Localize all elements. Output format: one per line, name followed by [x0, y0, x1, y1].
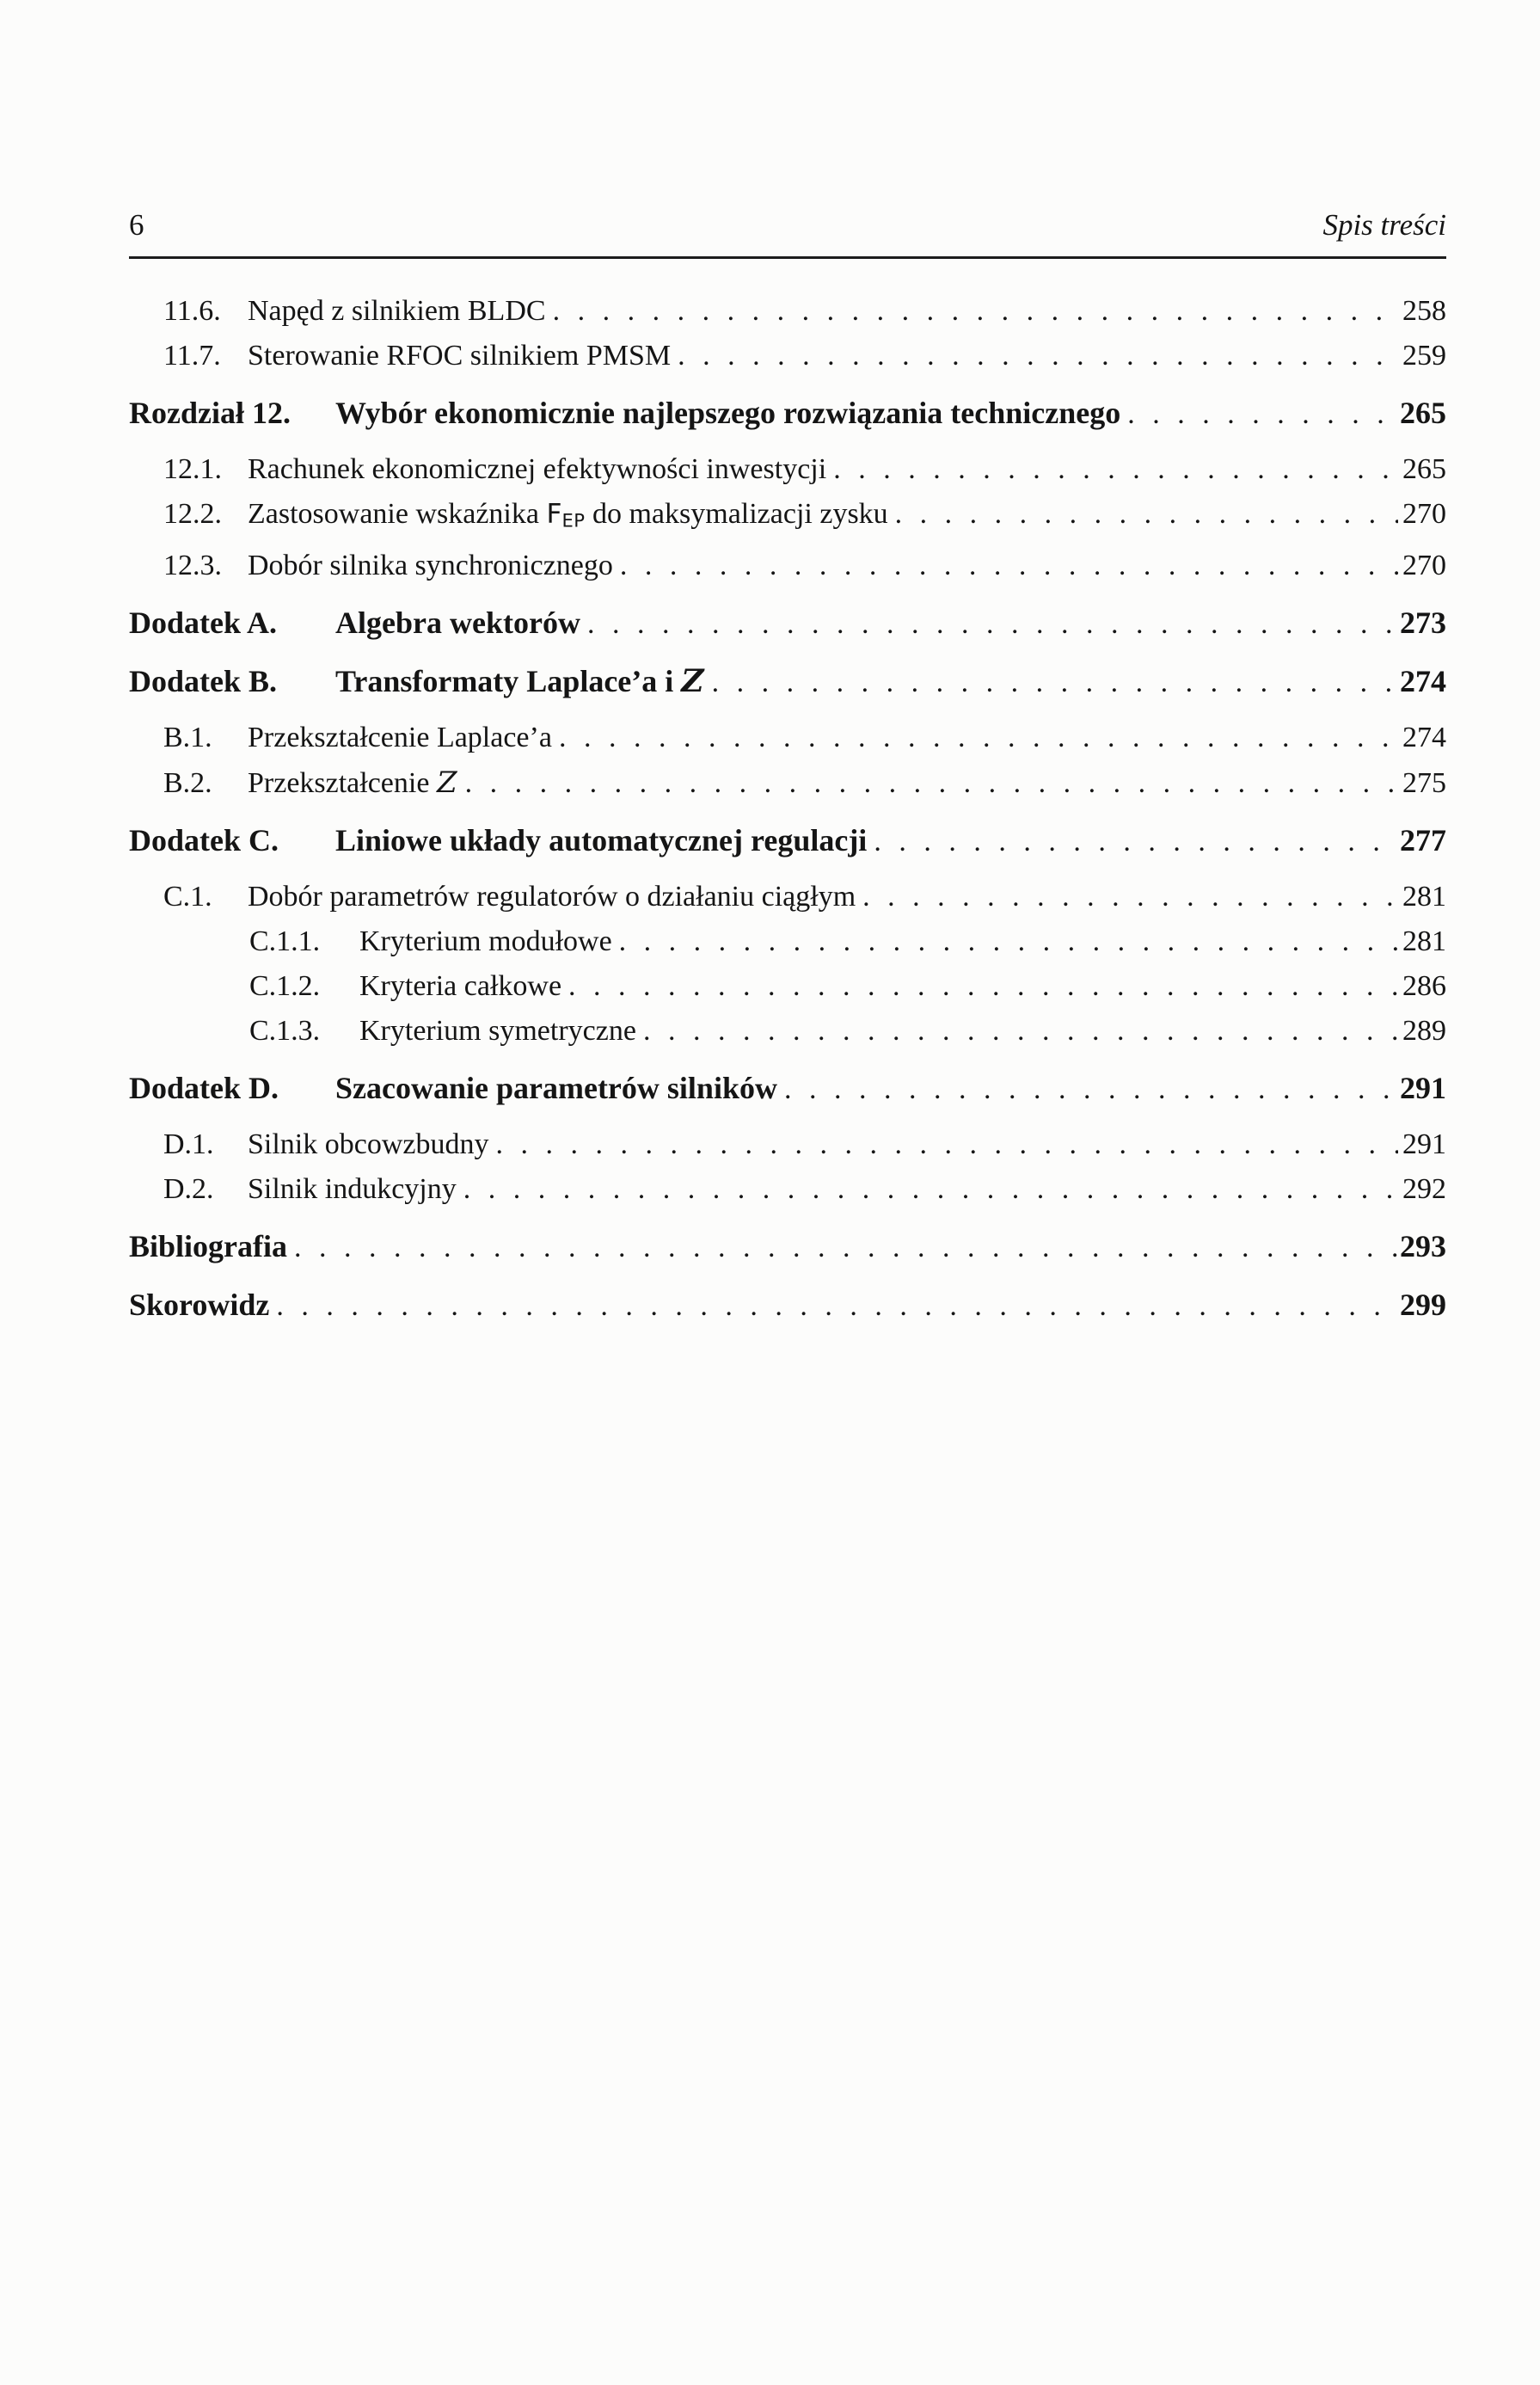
leader-dots	[276, 1284, 1398, 1329]
entry-label: B.1.	[163, 721, 212, 753]
entry-title: Kryterium modułowe	[359, 925, 612, 957]
toc-entry	[129, 875, 1446, 919]
header-rule	[129, 256, 1446, 259]
entry-title: Liniowe układy automatycznej regulacji	[335, 822, 868, 857]
entry-label: Dodatek A.	[129, 605, 278, 640]
toc-entry	[129, 492, 1446, 544]
running-title: Spis treści	[1322, 208, 1446, 242]
leader-dots	[294, 1226, 1398, 1270]
entry-page: 281	[1402, 925, 1446, 957]
entry-label: D.1.	[163, 1128, 214, 1160]
leader-dots	[643, 1009, 1398, 1054]
entry-label: 12.1.	[163, 453, 222, 485]
leader-dots	[874, 820, 1398, 864]
entry-title: Rachunek ekonomicznej efektywności inwestycji	[248, 453, 827, 485]
leader-dots	[784, 1067, 1398, 1112]
entry-label: 11.6.	[163, 295, 221, 327]
entry-label: C.1.	[163, 880, 212, 913]
toc-entry	[129, 390, 1446, 437]
entry-title: Kryterium symetryczne	[359, 1014, 636, 1047]
entry-page: 291	[1402, 1128, 1446, 1160]
entry-label: Dodatek C.	[129, 822, 279, 857]
leader-dots	[1127, 392, 1398, 437]
entry-title: Sterowanie RFOC silnikiem PMSM	[248, 340, 672, 372]
toc-entry	[129, 334, 1446, 378]
entry-title: Przekształcenie Laplace’a	[248, 721, 552, 753]
entry-title: Wybór ekonomicznie najlepszego rozwiązania technicznego	[335, 396, 1121, 430]
toc-entry	[129, 1282, 1446, 1329]
entry-label: Dodatek B.	[129, 663, 278, 698]
entry-title: Szacowanie parametrów silników	[335, 1070, 777, 1105]
entry-page: 291	[1400, 1070, 1446, 1105]
entry-label: C.1.1.	[249, 925, 321, 957]
entry-title: Silnik obcowzbudny	[248, 1128, 489, 1160]
entry-page: 293	[1400, 1228, 1446, 1263]
entry-title: Skorowidz	[129, 1287, 270, 1322]
script-z-symbol: Z	[436, 765, 458, 800]
leader-dots	[495, 1122, 1398, 1167]
entry-title: Kryteria całkowe	[359, 969, 562, 1002]
entry-page: 289	[1402, 1014, 1446, 1047]
leader-dots	[559, 716, 1398, 760]
entry-page: 274	[1402, 721, 1446, 753]
toc-entry	[129, 1167, 1446, 1212]
script-z-symbol: Z	[681, 662, 705, 699]
toc-entry	[129, 1122, 1446, 1167]
leader-dots	[712, 661, 1398, 705]
toc-entry	[129, 600, 1446, 647]
toc-entry	[129, 659, 1446, 705]
toc-entry	[129, 447, 1446, 492]
entry-title: Zastosowanie wskaźnika FEP do maksymalizacji zysku	[248, 498, 888, 532]
entry-label: 12.2.	[163, 498, 222, 530]
entry-title: Algebra wektorów	[335, 605, 580, 640]
toc-entry	[129, 716, 1446, 760]
leader-dots	[553, 289, 1398, 334]
entry-page: 299	[1400, 1287, 1446, 1322]
entry-label: C.1.2.	[249, 969, 321, 1002]
leader-dots	[619, 919, 1398, 964]
entry-page: 286	[1402, 969, 1446, 1002]
leader-dots	[587, 602, 1398, 647]
toc-entry	[129, 1009, 1446, 1054]
entry-label: D.2.	[163, 1172, 214, 1205]
toc-list	[129, 289, 1446, 1329]
leader-dots	[678, 334, 1398, 378]
entry-title: Napęd z silnikiem BLDC	[248, 295, 546, 327]
toc-entry	[129, 289, 1446, 334]
toc-entry	[129, 919, 1446, 964]
leader-dots	[620, 544, 1398, 588]
entry-page: 277	[1400, 822, 1446, 857]
entry-page: 258	[1402, 295, 1446, 327]
leader-dots	[568, 964, 1398, 1009]
leader-dots	[463, 1167, 1398, 1212]
entry-title: Dobór silnika synchronicznego	[248, 549, 613, 581]
toc-entry	[129, 760, 1446, 806]
leader-dots	[862, 875, 1398, 919]
entry-page: 281	[1402, 880, 1446, 913]
toc-entry	[129, 1066, 1446, 1112]
entry-title: Dobór parametrów regulatorów o działaniu ciągłym	[248, 880, 856, 913]
entry-label: C.1.3.	[249, 1014, 321, 1047]
toc-entry	[129, 964, 1446, 1009]
entry-page: 265	[1400, 396, 1446, 430]
entry-page: 273	[1400, 605, 1446, 640]
entry-page: 274	[1400, 663, 1446, 698]
entry-title: Silnik indukcyjny	[248, 1172, 457, 1205]
entry-label: Dodatek D.	[129, 1070, 279, 1105]
entry-page: 270	[1402, 498, 1446, 530]
entry-label: 12.3.	[163, 549, 222, 581]
leader-dots	[833, 447, 1398, 492]
page-number: 6	[129, 208, 144, 242]
entry-title: Bibliografia	[129, 1228, 288, 1263]
entry-page: 275	[1402, 766, 1446, 799]
entry-page: 292	[1402, 1172, 1446, 1205]
entry-page: 265	[1402, 453, 1446, 485]
entry-title: Przekształcenie Z	[248, 765, 458, 800]
entry-label: Rozdział 12.	[129, 396, 291, 430]
entry-label: 11.7.	[163, 340, 221, 372]
toc-entry	[129, 544, 1446, 588]
toc-entry	[129, 818, 1446, 864]
entry-title: Transformaty Laplace’a i Z	[335, 662, 705, 699]
leader-dots	[465, 761, 1398, 806]
toc-entry	[129, 1224, 1446, 1270]
entry-page: 259	[1402, 340, 1446, 372]
entry-page: 270	[1402, 549, 1446, 581]
entry-label: B.2.	[163, 766, 212, 799]
leader-dots	[895, 492, 1398, 537]
page-header	[129, 0, 1446, 240]
